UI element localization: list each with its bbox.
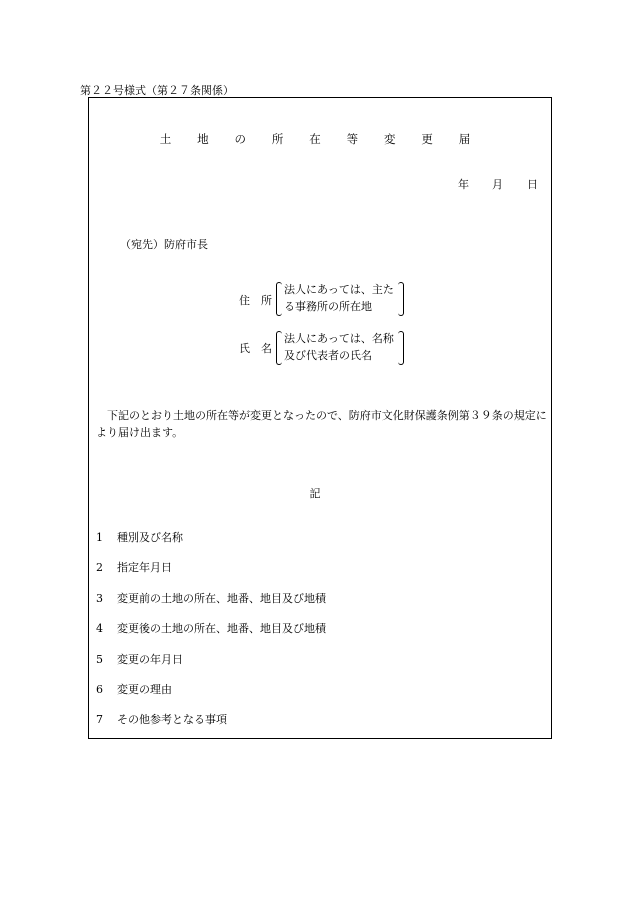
item-number: 4 bbox=[96, 622, 103, 635]
item-number: 6 bbox=[96, 683, 103, 696]
title-char: 所 bbox=[271, 132, 284, 146]
name-note-line2: 及び代表者の氏名 bbox=[284, 349, 372, 362]
list-item bbox=[96, 620, 326, 636]
ki-heading: 記 bbox=[309, 487, 321, 500]
item-number: 5 bbox=[96, 653, 103, 666]
item-text: その他参考となる事項 bbox=[117, 713, 227, 726]
list-item bbox=[96, 529, 183, 545]
statement-paragraph: 下記のとおり土地の所在等が変更となったので、防府市文化財保護条例第３９条の規定により届け出ます。 bbox=[96, 409, 547, 439]
item-text: 指定年月日 bbox=[117, 561, 172, 574]
address-bracket-left bbox=[276, 282, 282, 316]
item-text: 変更前の土地の所在、地番、地目及び地積 bbox=[117, 592, 326, 605]
name-note-line1: 法人にあっては、名称 bbox=[284, 332, 394, 345]
address-label: 住 所 bbox=[239, 294, 272, 307]
date-day-label: 日 bbox=[527, 178, 538, 191]
item-text: 種別及び名称 bbox=[117, 531, 183, 544]
name-label: 氏 名 bbox=[239, 342, 272, 355]
item-text: 変更の理由 bbox=[117, 683, 172, 696]
title-char: 更 bbox=[421, 132, 433, 146]
addressee: （宛先）防府市長 bbox=[120, 238, 208, 251]
title-char: の bbox=[234, 132, 247, 146]
list-item bbox=[96, 681, 172, 697]
form-title bbox=[0, 131, 630, 147]
date-year-label: 年 bbox=[458, 178, 469, 191]
date-month-label: 月 bbox=[492, 178, 503, 191]
address-note-line1: 法人にあっては、主た bbox=[284, 283, 394, 296]
list-item bbox=[96, 590, 326, 606]
item-number: 3 bbox=[96, 592, 103, 605]
name-bracket-left bbox=[276, 331, 282, 365]
title-char: 変 bbox=[383, 132, 396, 146]
list-item bbox=[96, 711, 227, 727]
list-item bbox=[96, 651, 183, 667]
title-char: 在 bbox=[309, 132, 321, 146]
address-note-line2: る事務所の所在地 bbox=[284, 300, 372, 313]
item-text: 変更の年月日 bbox=[117, 653, 183, 666]
item-number: 2 bbox=[96, 561, 103, 574]
name-bracket-right bbox=[398, 331, 404, 365]
address-bracket-right bbox=[398, 282, 404, 316]
item-number: 1 bbox=[96, 531, 103, 544]
title-char: 届 bbox=[458, 132, 471, 146]
title-char: 地 bbox=[197, 132, 209, 146]
title-char: 等 bbox=[346, 132, 359, 146]
list-item bbox=[96, 559, 172, 575]
form-number-label: 第２２号様式（第２７条関係） bbox=[80, 84, 234, 97]
title-char: 土 bbox=[159, 132, 172, 146]
item-number: 7 bbox=[96, 713, 103, 726]
item-text: 変更後の土地の所在、地番、地目及び地積 bbox=[117, 622, 326, 635]
